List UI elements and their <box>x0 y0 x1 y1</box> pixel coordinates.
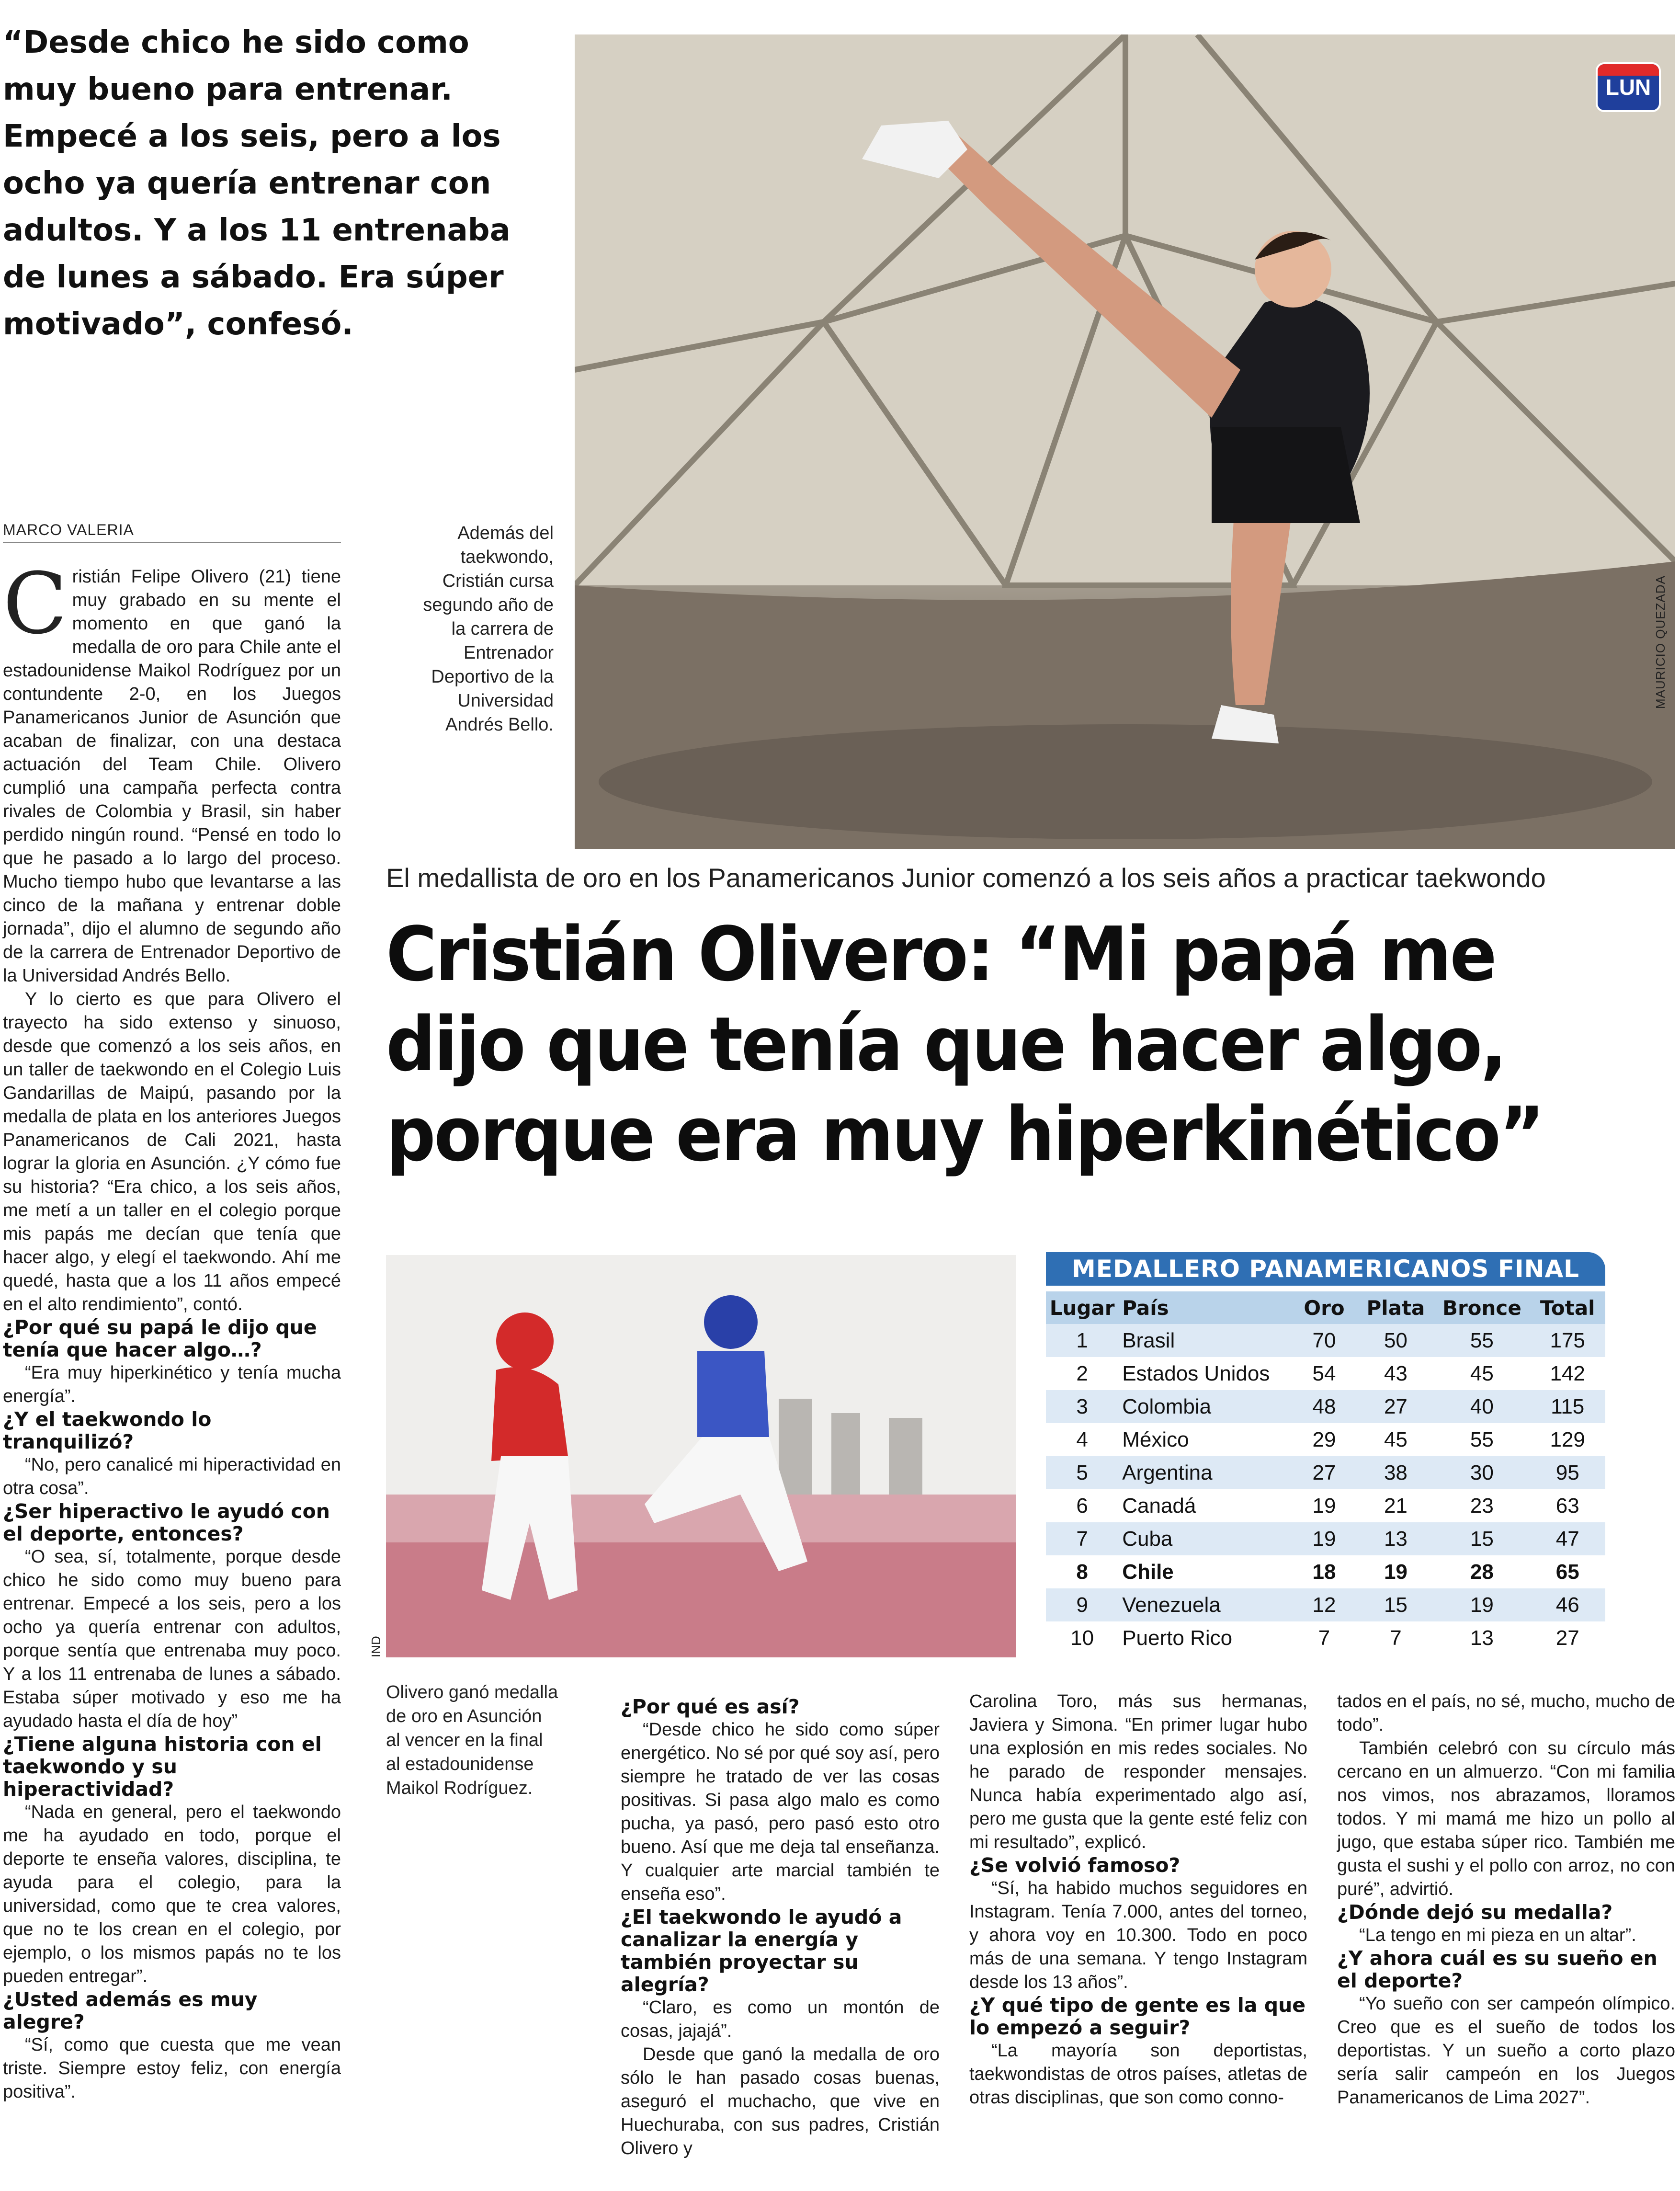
cell-plata: 38 <box>1358 1456 1434 1489</box>
cell-plata: 21 <box>1358 1489 1434 1522</box>
cell-oro: 70 <box>1291 1324 1358 1357</box>
photo-caption-bottom: Olivero ganó medalla de oro en Asunción al vencer en la final al estadounidense Maikol Rodríguez. <box>386 1682 558 1798</box>
cell-plata: 50 <box>1358 1324 1434 1357</box>
article-column-1 <box>3 555 341 2104</box>
cell-bronce: 23 <box>1434 1489 1530 1522</box>
article-paragraph: Carolina Toro, más sus hermanas, Javiera y Simona. “En primer lugar hubo una explosión en mis redes sociales. No he parado de responder mensajes. Nunca había experimentado algo así, pero me gusta que la gente esté feliz con mi resultado”, explicó. <box>969 1691 1307 1852</box>
table-row <box>1046 1489 1605 1522</box>
photo-credit-top: MAURICIO QUEZADA <box>1653 575 1668 709</box>
article-paragraph: Desde que ganó la medalla de oro sólo le han pasado cosas buenas, aseguró el muchacho, que vive en Huechuraba, con sus padres, Cristián Olivero y <box>621 2044 940 2158</box>
headline: Cristián Olivero: “Mi papá me dijo que tenía que hacer algo, porque era muy hiperkinético” <box>386 911 1543 1178</box>
dropcap: C <box>3 555 68 653</box>
cell-total: 115 <box>1530 1390 1605 1423</box>
cell-pais: México <box>1118 1423 1291 1456</box>
interview-answer: “Claro, es como un montón de cosas, jajajá”. <box>621 1997 940 2041</box>
table-row <box>1046 1522 1605 1555</box>
medal-table-header <box>1046 1291 1605 1324</box>
cell-pais: Puerto Rico <box>1118 1621 1291 1655</box>
cell-oro: 7 <box>1291 1621 1358 1655</box>
interview-question: ¿El taekwondo le ayudó a canalizar la energía y también proyectar su alegría? <box>621 1906 902 1996</box>
cell-oro: 19 <box>1291 1522 1358 1555</box>
article-paragraph: Y lo cierto es que para Olivero el trayecto ha sido extenso y sinuoso, desde que comenzó a los seis años, en un taller de taekwondo en el Colegio Luis Gandarillas de Maipú, pasando por la medalla de plata en los anteriores Juegos Panamericanos de Cali 2021, hasta lograr la gloria en Asunción. ¿Y cómo fue su historia? “Era chico, a los seis años, me metí a un taller en el colegio porque mis papás me decían que tenía que hacer algo, y elegí el taekwondo. Ahí me quedé, hasta que a los 11 años empecé en el alto rendimiento”, contó. <box>3 989 341 1314</box>
interview-answer: “Desde chico he sido como súper energético. No sé por qué soy así, pero siempre he tratado de ver las cosas positivas. Si pasa algo malo es como pucha, ya pasó, pero pasó esto otro bueno. Así que me deja tal enseñanza. Y cualquier arte marcial también te enseña eso”. <box>621 1720 940 1904</box>
cell-plata: 27 <box>1358 1390 1434 1423</box>
cell-lugar: 6 <box>1046 1489 1118 1522</box>
cell-pais: Argentina <box>1118 1456 1291 1489</box>
deck-subtitle: El medallista de oro en los Panamericanos Junior comenzó a los seis años a practicar taekwondo <box>386 863 1546 893</box>
cell-total: 46 <box>1530 1588 1605 1621</box>
cell-total: 47 <box>1530 1522 1605 1555</box>
cell-oro: 12 <box>1291 1588 1358 1621</box>
cell-bronce: 45 <box>1434 1357 1530 1390</box>
cell-total: 63 <box>1530 1489 1605 1522</box>
cell-bronce: 55 <box>1434 1423 1530 1456</box>
interview-answer: “Sí, como que cuesta que me vean triste. Siempre estoy feliz, con energía positiva”. <box>3 2035 341 2102</box>
cell-lugar: 4 <box>1046 1423 1118 1456</box>
interview-question: ¿Y qué tipo de gente es la que lo empezó a seguir? <box>969 1994 1306 2039</box>
cell-oro: 48 <box>1291 1390 1358 1423</box>
cell-total: 129 <box>1530 1423 1605 1456</box>
header-plata: Plata <box>1358 1291 1434 1324</box>
interview-question: ¿Y el taekwondo lo tranquilizó? <box>3 1408 212 1453</box>
cell-pais: Colombia <box>1118 1390 1291 1423</box>
cell-lugar: 8 <box>1046 1555 1118 1588</box>
cell-lugar: 1 <box>1046 1324 1118 1357</box>
photo-match <box>386 1255 1016 1657</box>
table-row-highlight-chile <box>1046 1555 1605 1588</box>
photo-match-illustration <box>386 1255 1016 1657</box>
photo-athlete-kick-illustration <box>575 34 1675 849</box>
cell-plata: 13 <box>1358 1522 1434 1555</box>
interview-answer: “Sí, ha habido muchos seguidores en Instagram. Tenía 7.000, antes del torneo, y ahora voy en 10.300. Todo en poco más de una semana. Y tengo Instagram desde los 13 años”. <box>969 1878 1307 1992</box>
cell-plata: 15 <box>1358 1588 1434 1621</box>
table-row <box>1046 1621 1605 1655</box>
cell-total: 27 <box>1530 1621 1605 1655</box>
interview-answer: “O sea, sí, totalmente, porque desde chico he sido como muy bueno para entrenar. Empecé a los seis, pero a los ocho ya quería entrenar con adultos, porque sentía que entrenaba muy poco. Y a los 11 entrenaba de lunes a sábado. Estaba súper motivado y eso me ha ayudado hasta el día de hoy” <box>3 1547 341 1731</box>
cell-plata: 43 <box>1358 1357 1434 1390</box>
interview-question: ¿Ser hiperactivo le ayudó con el deporte, entonces? <box>3 1500 330 1545</box>
header-oro: Oro <box>1291 1291 1358 1324</box>
cell-lugar: 2 <box>1046 1357 1118 1390</box>
table-row <box>1046 1588 1605 1621</box>
interview-answer: “La tengo en mi pieza en un altar”. <box>1359 1925 1636 1945</box>
article-paragraph: También celebró con su círculo más cercano en un almuerzo. “Con mi familia nos vimos, nos abrazamos, lloramos todos. Y mi mamá me hizo un pollo al jugo, que estaba súper rico. También me gusta el sushi y el pollo con arroz, no con puré”, advirtió. <box>1337 1738 1675 1899</box>
cell-bronce: 30 <box>1434 1456 1530 1489</box>
interview-answer: “Yo sueño con ser campeón olímpico. Creo que es el sueño de todos los deportistas. Y un sueño a corto plazo sería salir campeón en los Juegos Panamericanos de Lima 2027”. <box>1337 1994 1675 2108</box>
cell-total: 142 <box>1530 1357 1605 1390</box>
article-column-2 <box>621 1696 940 2160</box>
interview-answer-continued: tados en el país, no sé, mucho, mucho de todo”. <box>1337 1691 1675 1735</box>
cell-oro: 19 <box>1291 1489 1358 1522</box>
interview-question: ¿Usted además es muy alegre? <box>3 1988 258 2033</box>
medal-table-title: MEDALLERO PANAMERICANOS FINAL <box>1046 1252 1605 1286</box>
interview-question: ¿Dónde dejó su medalla? <box>1337 1901 1613 1924</box>
interview-answer: “La mayoría son deportistas, taekwondistas de otros países, atletas de otras disciplinas, que son como conno- <box>969 2041 1307 2108</box>
cell-bronce: 28 <box>1434 1555 1530 1588</box>
cell-lugar: 9 <box>1046 1588 1118 1621</box>
byline: MARCO VALERIA <box>3 521 341 543</box>
table-row <box>1046 1423 1605 1456</box>
photo-caption-top: Además del taekwondo, Cristián cursa segundo año de la carrera de Entrenador Deportivo de la Universidad Andrés Bello. <box>423 523 554 735</box>
table-row <box>1046 1390 1605 1423</box>
cell-bronce: 19 <box>1434 1588 1530 1621</box>
interview-answer: “No, pero canalicé mi hiperactividad en otra cosa”. <box>3 1455 341 1498</box>
cell-oro: 27 <box>1291 1456 1358 1489</box>
table-row <box>1046 1324 1605 1357</box>
header-lugar: Lugar <box>1046 1291 1118 1324</box>
cell-plata: 45 <box>1358 1423 1434 1456</box>
interview-question: ¿Por qué su papá le dijo que tenía que hacer algo…? <box>3 1316 317 1361</box>
cell-pais: Cuba <box>1118 1522 1291 1555</box>
cell-plata: 19 <box>1358 1555 1434 1588</box>
cell-oro: 18 <box>1291 1555 1358 1588</box>
header-total: Total <box>1530 1291 1605 1324</box>
interview-answer: “Nada en general, pero el taekwondo me ha ayudado en todo, porque el deporte te enseña valores, disciplina, te ayuda para el colegio, para la universidad, como que te crea valores, que no te los crean en el colegio, por ejemplo, o los mismos papás no te los pueden entregar”. <box>3 1802 341 1986</box>
interview-question: ¿Y ahora cuál es su sueño en el deporte? <box>1337 1947 1657 1992</box>
cell-bronce: 55 <box>1434 1324 1530 1357</box>
cell-lugar: 7 <box>1046 1522 1118 1555</box>
cell-lugar: 5 <box>1046 1456 1118 1489</box>
photo-athlete-kick <box>575 34 1675 849</box>
cell-bronce: 15 <box>1434 1522 1530 1555</box>
cell-pais: Chile <box>1118 1555 1291 1588</box>
table-row <box>1046 1357 1605 1390</box>
lun-logo: LUN <box>1596 62 1661 112</box>
cell-lugar: 10 <box>1046 1621 1118 1655</box>
cell-oro: 29 <box>1291 1423 1358 1456</box>
cell-total: 65 <box>1530 1555 1605 1588</box>
interview-question: ¿Por qué es así? <box>621 1695 800 1718</box>
cell-bronce: 40 <box>1434 1390 1530 1423</box>
cell-oro: 54 <box>1291 1357 1358 1390</box>
cell-pais: Brasil <box>1118 1324 1291 1357</box>
cell-bronce: 13 <box>1434 1621 1530 1655</box>
article-column-4 <box>1337 1690 1675 2110</box>
cell-total: 175 <box>1530 1324 1605 1357</box>
cell-total: 95 <box>1530 1456 1605 1489</box>
interview-question: ¿Tiene alguna historia con el taekwondo y su hiperactividad? <box>3 1733 322 1801</box>
cell-pais: Estados Unidos <box>1118 1357 1291 1390</box>
interview-question: ¿Se volvió famoso? <box>969 1854 1181 1877</box>
table-row <box>1046 1456 1605 1489</box>
photo-credit-bottom: IND <box>369 1636 383 1657</box>
article-column-3 <box>969 1690 1307 2110</box>
interview-answer: “Era muy hiperkinético y tenía mucha energía”. <box>3 1363 341 1406</box>
header-bronce: Bronce <box>1434 1291 1530 1324</box>
cell-plata: 7 <box>1358 1621 1434 1655</box>
header-pais: País <box>1118 1291 1291 1324</box>
pull-quote: “Desde chico he sido como muy bueno para entrenar. Empecé a los seis, pero a los ocho ya quería entrenar con adultos. Y a los 11 entrenaba de lunes a sábado. Era súper motivado”, confesó. <box>3 25 511 342</box>
cell-pais: Canadá <box>1118 1489 1291 1522</box>
article-intro: ristián Felipe Olivero (21) tiene muy grabado en su mente el momento en que ganó la medalla de oro para Chile ante el estadounidense Maikol Rodríguez por un contundente 2-0, en los Juegos Panamericanos Junior de Asunción que acaban de finalizar, con una destaca actuación del Team Chile. Olivero cumplió una campaña perfecta contra rivales de Colombia y Brasil, sin haber perdido ningún round. “Pensé en todo lo que he pasado a lo largo del proceso. Mucho tiempo hubo que levantarse a las cinco de la mañana y entrenar doble jornada”, dijo el alumno de segundo año de la carrera de Entrenador Deportivo de la Universidad Andrés Bello. <box>3 567 341 986</box>
cell-pais: Venezuela <box>1118 1588 1291 1621</box>
medal-table <box>1046 1291 1605 1655</box>
cell-lugar: 3 <box>1046 1390 1118 1423</box>
